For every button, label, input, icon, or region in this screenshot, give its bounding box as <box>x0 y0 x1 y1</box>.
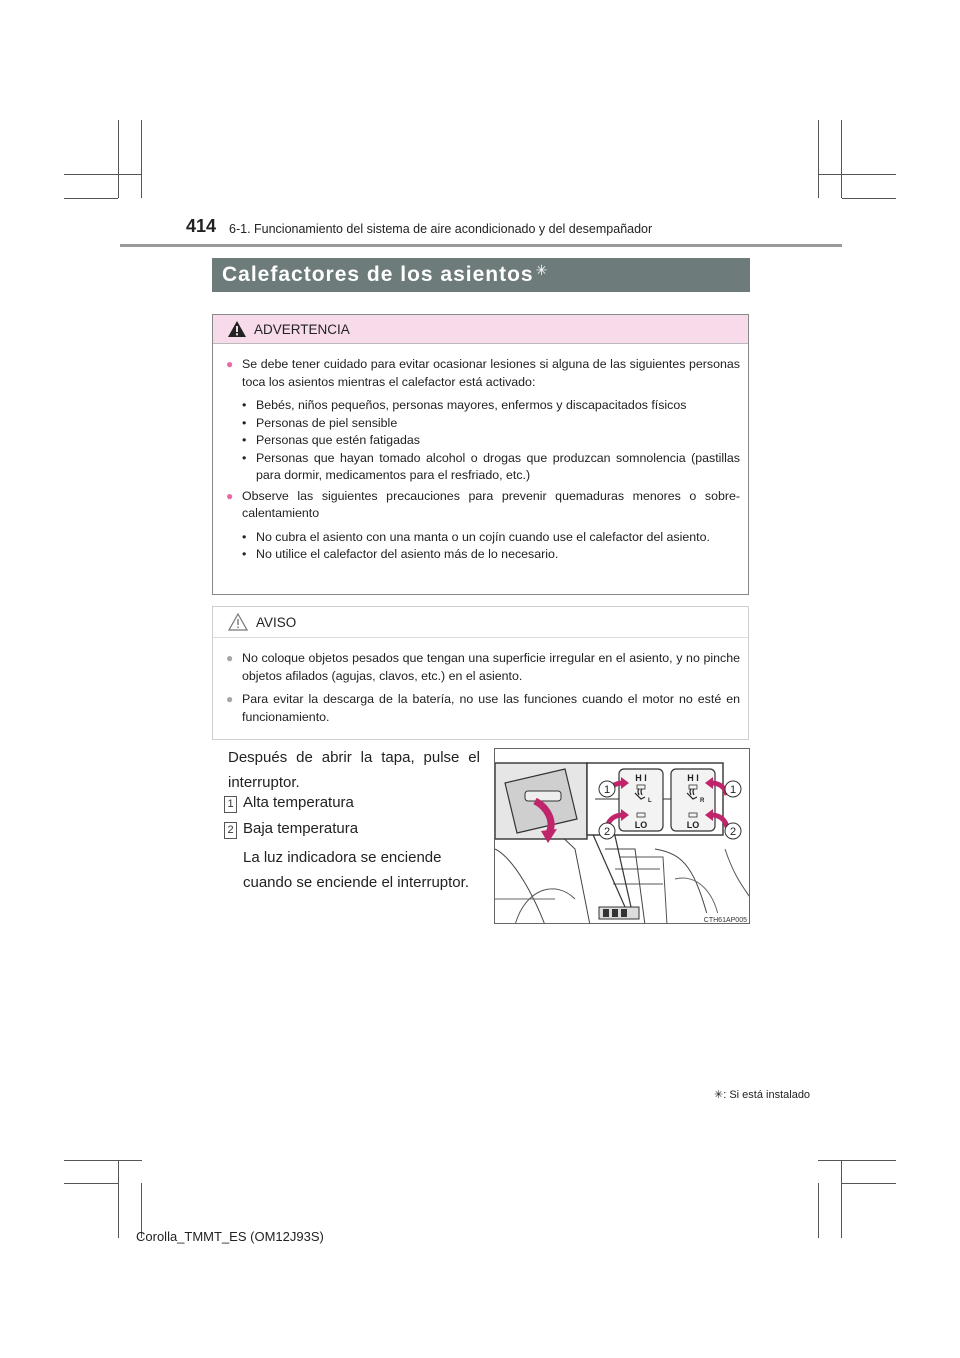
footnote-text: : Si está instalado <box>723 1089 811 1101</box>
bullet-dot-icon: ● <box>226 651 234 665</box>
notice-item <box>226 691 740 726</box>
callout-1: 1 <box>603 784 611 796</box>
right-seat-label: R <box>700 798 705 804</box>
list-item: • Personas que estén fatigadas <box>242 432 740 450</box>
legend-label: Baja temperatura <box>243 820 359 837</box>
footer-text: Corolla_TMMT_ES (OM12J93S) <box>136 1229 324 1244</box>
list-item-text: No utilice el calefactor del asiento más de lo necesario. <box>256 547 559 561</box>
section-heading: 6-1. Funcionamiento del sistema de aire acondicionado y del desempañador <box>229 222 653 236</box>
list-item-text: Personas que hayan tomado alcohol o drogas que produzcan somnolencia (pastillas para dormir, medicamentos para el resfriado, etc.) <box>256 450 740 482</box>
page-title: Calefactores de los asientos <box>222 263 534 286</box>
bullet-dot-icon: ● <box>226 692 234 706</box>
notice-header <box>213 607 748 638</box>
warning-bullet-list <box>242 529 740 564</box>
title-bar <box>212 258 750 292</box>
footnote <box>714 1088 810 1101</box>
list-item: • No utilice el calefactor del asiento más de lo necesario. <box>242 546 740 564</box>
warning-item-text: Se debe tener cuidado para evitar ocasionar lesiones si alguna de las siguientes personas toca los asientos mientras el calefactor está activado: <box>242 357 740 389</box>
callout-2: 2 <box>603 826 611 838</box>
crop-mark <box>842 198 896 199</box>
notice-box <box>212 606 749 740</box>
crop-mark <box>818 174 896 175</box>
list-item-text: Personas que estén fatigadas <box>256 433 420 447</box>
list-item-text: Bebés, niños pequeños, personas mayores, enfermos y discapacitados físicos <box>256 398 687 412</box>
crop-mark <box>64 174 142 175</box>
figure-code: CTH61AP005 <box>703 917 747 924</box>
caution-icon <box>228 613 248 631</box>
warning-item <box>226 356 740 391</box>
crop-mark <box>118 1160 119 1238</box>
crop-mark <box>64 1160 142 1161</box>
crop-mark <box>842 1183 896 1184</box>
optional-mark: ✳ <box>535 262 548 278</box>
warning-item <box>226 488 740 523</box>
lo-label: LO <box>686 820 700 830</box>
lo-label: LO <box>634 820 648 830</box>
header-rule <box>120 244 842 247</box>
legend-label: Alta temperatura <box>243 794 354 811</box>
warning-label: ADVERTENCIA <box>254 321 350 337</box>
optional-mark: ✳ <box>714 1089 724 1101</box>
notice-item <box>226 650 740 685</box>
intro-text: Después de abrir la tapa, pulse el interruptor. <box>228 749 480 791</box>
crop-mark <box>141 120 142 198</box>
page-number: 414 <box>186 216 217 236</box>
warning-body <box>213 344 748 564</box>
list-item: • Bebés, niños pequeños, personas mayores, enfermos y discapacitados físicos <box>242 397 740 415</box>
crop-mark <box>64 1183 118 1184</box>
crop-mark <box>64 198 118 199</box>
crop-mark <box>118 120 119 198</box>
warning-icon <box>228 321 246 337</box>
indicator-text: La luz indicadora se enciende cuando se enciende el interruptor. <box>243 849 469 891</box>
list-item-text: Personas de piel sensible <box>256 415 398 430</box>
seat-heater-switch-illustration <box>495 749 750 924</box>
callout-1: 1 <box>729 784 737 796</box>
notice-body <box>213 638 748 726</box>
hi-label: H I <box>687 773 699 783</box>
seat-heater-illustration <box>494 748 750 924</box>
list-item: • Personas de piel sensible <box>242 415 740 433</box>
crop-mark <box>841 120 842 198</box>
crop-mark <box>841 1160 842 1238</box>
crop-mark <box>818 120 819 198</box>
left-seat-label: L <box>648 798 652 804</box>
list-item: • No cubra el asiento con una manta o un cojín cuando use el calefactor del asiento. <box>242 529 740 547</box>
callout-2: 2 <box>729 826 737 838</box>
warning-item-text: Observe las siguientes precauciones para prevenir quemaduras menores o sobre-calentamiento <box>242 488 740 520</box>
bullet-dot-icon: ● <box>226 488 234 503</box>
crop-mark <box>818 1183 819 1238</box>
notice-label: AVISO <box>256 614 297 630</box>
hi-label: H I <box>635 773 647 783</box>
notice-item-text: Para evitar la descarga de la batería, no use las funciones cuando el motor no esté en funcionamiento. <box>242 692 740 724</box>
notice-item-text: No coloque objetos pesados que tengan una superficie irregular en el asiento, y no pinche objetos afilados (agujas, clavos, etc.) en el asiento. <box>242 651 740 683</box>
list-item-text: No cubra el asiento con una manta o un cojín cuando use el calefactor del asiento. <box>256 529 710 544</box>
warning-bullet-list <box>242 397 740 485</box>
crop-mark <box>818 1160 896 1161</box>
list-item: • Personas que hayan tomado alcohol o drogas que produzcan somnolencia (pastillas para dormir, medicamentos para el resfriado, etc.) <box>242 450 740 485</box>
warning-box <box>212 314 749 595</box>
callout-number: 1 <box>224 796 237 813</box>
bullet-dot-icon: ● <box>226 357 234 371</box>
callout-number: 2 <box>224 822 237 839</box>
warning-header <box>213 315 748 344</box>
